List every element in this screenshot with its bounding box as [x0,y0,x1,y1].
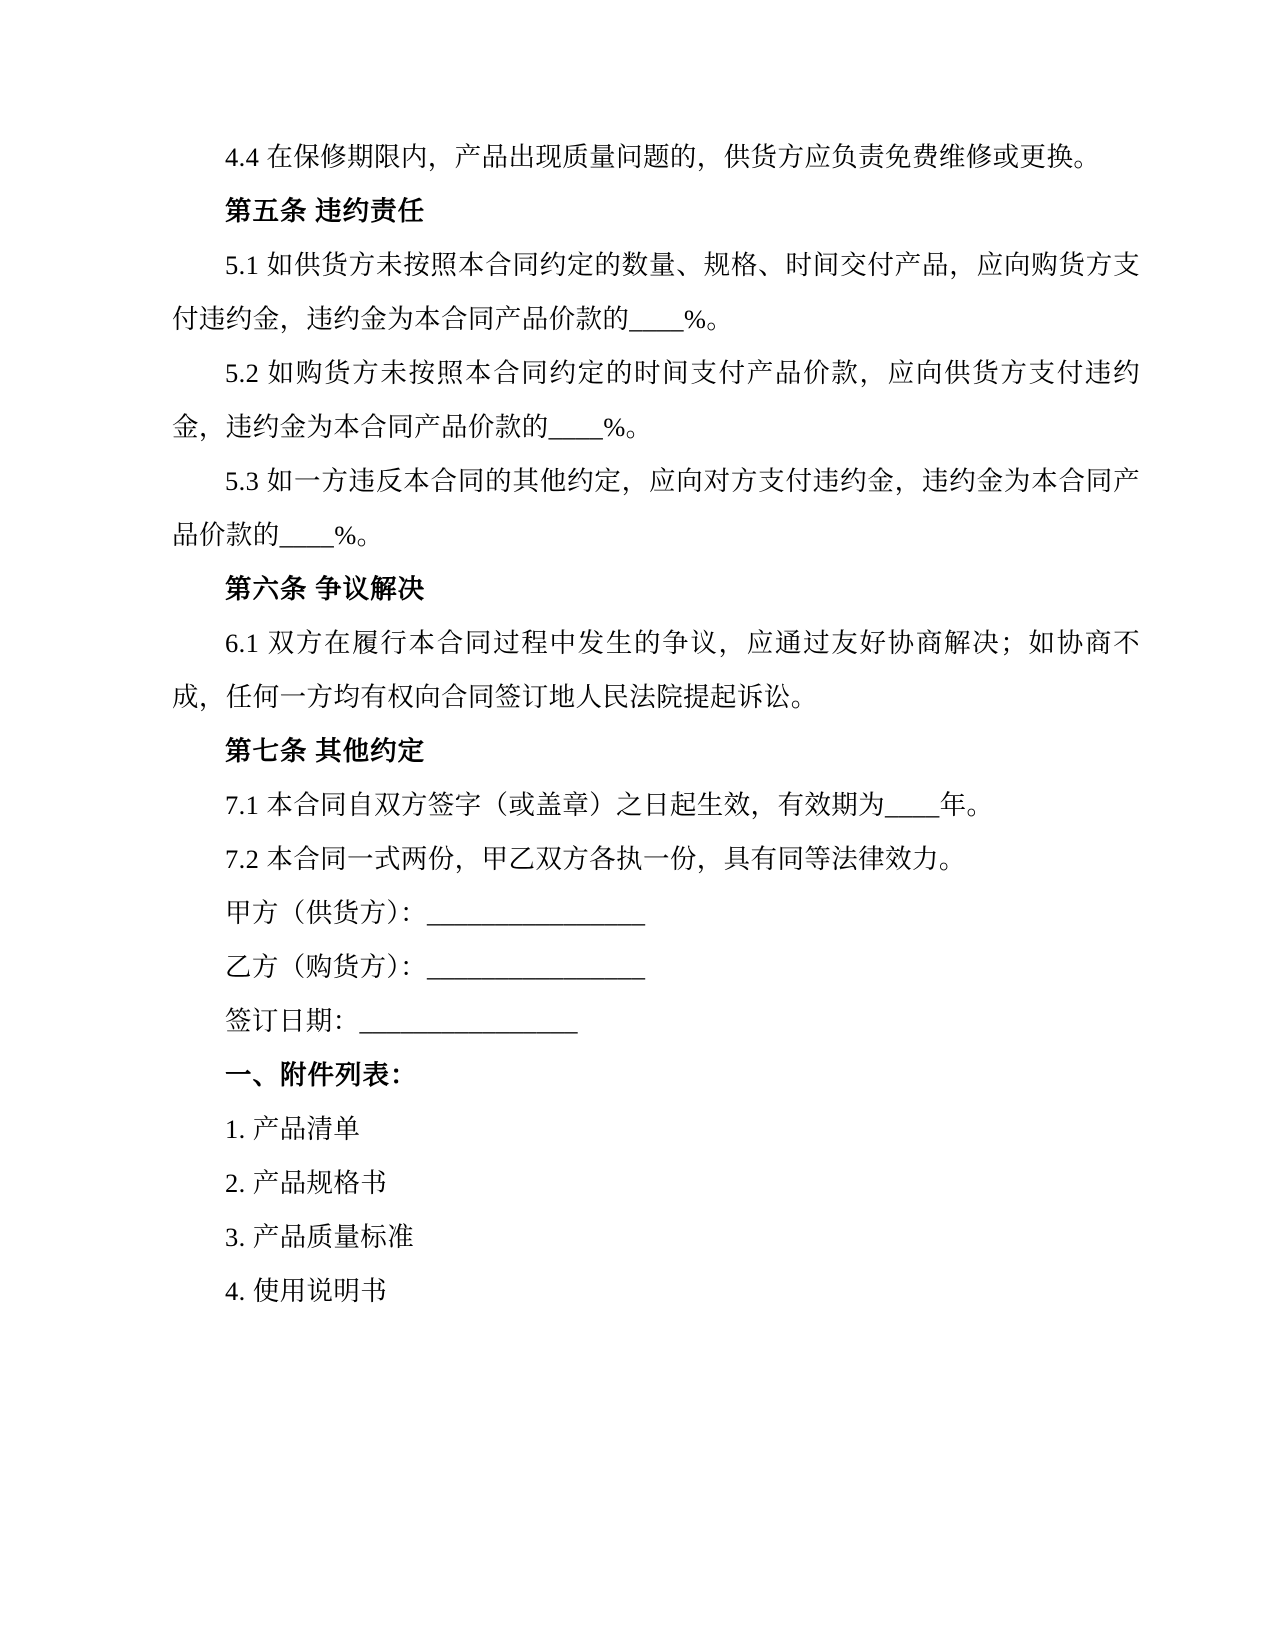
attachment-list-title: 一、附件列表： [225,1060,418,1090]
signature-line-supplier: 甲方（供货方）：________________ [225,898,646,928]
clause-6-1: 6.1 双方在履行本合同过程中发生的争议，应通过友好协商解决；如协商不成，任何一方均有权向合同签订地人民法院提起诉讼。 [172,628,1140,712]
clause-5-3: 5.3 如一方违反本合同的其他约定，应向对方支付违约金，违约金为本合同产品价款的____%。 [172,466,1140,550]
signature-line-date: 签订日期：________________ [225,1006,578,1036]
section-heading-6: 第六条 争议解决 [225,574,426,604]
document-body [172,130,1140,1318]
attachment-item-2: 2. 产品规格书 [225,1168,388,1198]
section-heading-7: 第七条 其他约定 [225,736,426,766]
attachment-item-3: 3. 产品质量标准 [225,1222,415,1252]
clause-4-4: 4.4 在保修期限内，产品出现质量问题的，供货方应负责免费维修或更换。 [225,142,1101,172]
attachment-item-1: 1. 产品清单 [225,1114,361,1144]
signature-line-buyer: 乙方（购货方）：________________ [225,952,646,982]
attachment-item-4: 4. 使用说明书 [225,1276,388,1306]
clause-7-1: 7.1 本合同自双方签字（或盖章）之日起生效，有效期为____年。 [225,790,994,820]
clause-5-1: 5.1 如供货方未按照本合同约定的数量、规格、时间交付产品，应向购货方支付违约金，违约金为本合同产品价款的____%。 [172,250,1140,334]
clause-5-2: 5.2 如购货方未按照本合同约定的时间支付产品价款，应向供货方支付违约金，违约金为本合同产品价款的____%。 [172,358,1140,442]
section-heading-5: 第五条 违约责任 [225,196,426,226]
clause-7-2: 7.2 本合同一式两份，甲乙双方各执一份，具有同等法律效力。 [225,844,966,874]
